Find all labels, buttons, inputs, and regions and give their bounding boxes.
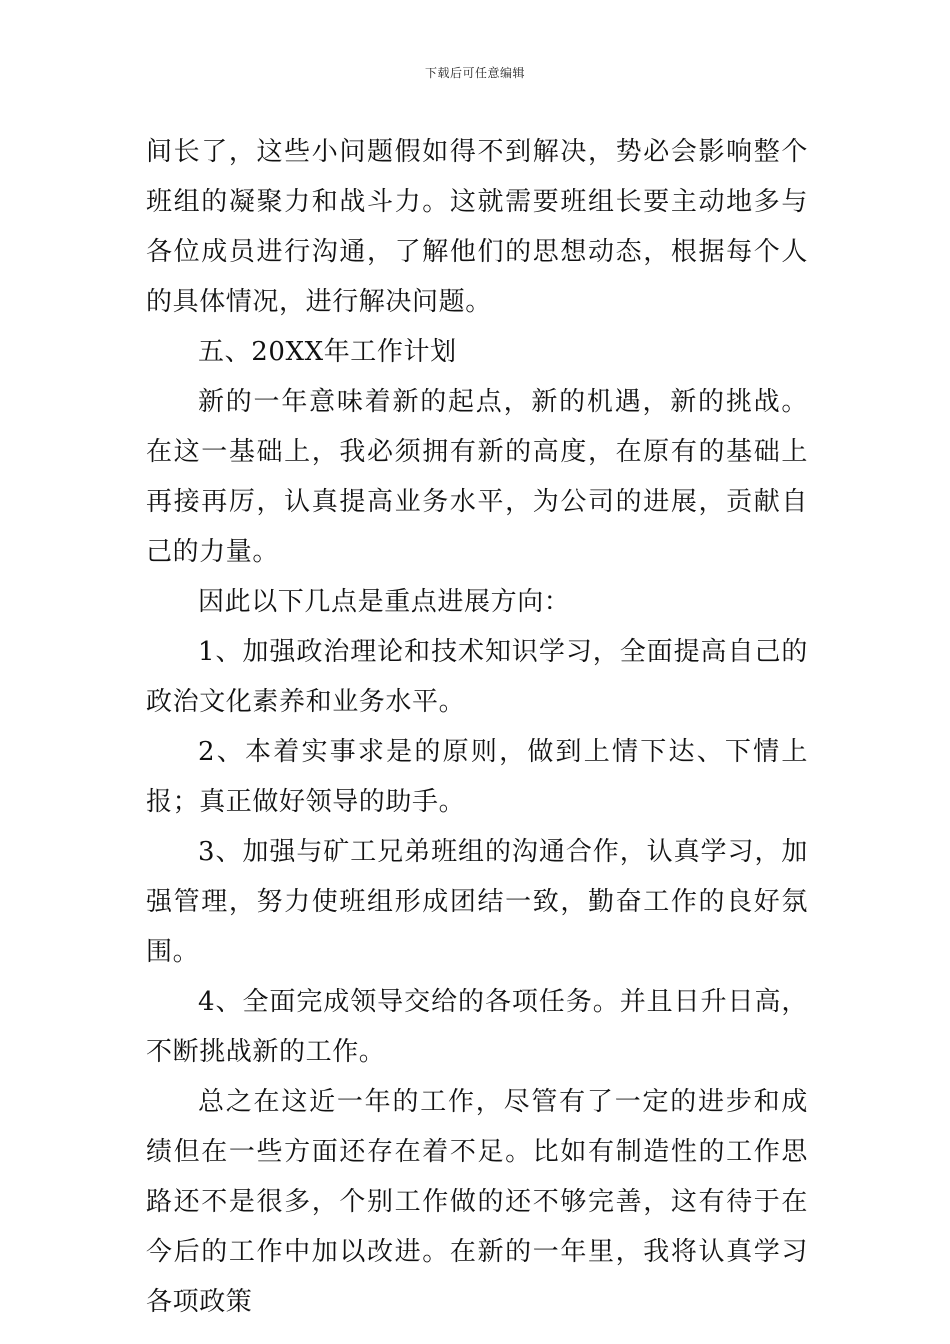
paragraph-focus-intro: 因此以下几点是重点进展方向： — [198, 587, 571, 617]
paragraph-new-year: 新的一年意味着新的起点，新的机遇，新的挑战。在这一基础上，我必须拥有新的高度，在原有的基础上再接再厉，认真提高业务水平，为公司的进展，贡献自己的力量。 — [146, 387, 808, 567]
list-item-1: 1、加强政治理论和技术知识学习，全面提高自己的政治文化素养和业务水平。 — [146, 637, 808, 717]
list-item-2: 2、本着实事求是的原则，做到上情下达、下情上报；真正做好领导的助手。 — [146, 737, 808, 817]
list-item-4: 4、全面完成领导交给的各项任务。并且日升日高，不断挑战新的工作。 — [146, 987, 808, 1067]
document-body — [146, 127, 808, 1327]
section-heading: 五、20XX年工作计划 — [198, 337, 457, 367]
list-item-3: 3、加强与矿工兄弟班组的沟通合作，认真学习，加强管理，努力使班组形成团结一致，勤奋工作的良好氛围。 — [146, 837, 808, 967]
paragraph-continuation: 间长了，这些小问题假如得不到解决，势必会影响整个班组的凝聚力和战斗力。这就需要班组长要主动地多与各位成员进行沟通，了解他们的思想动态，根据每个人的具体情况，进行解决问题。 — [146, 137, 808, 317]
paragraph-summary: 总之在这近一年的工作，尽管有了一定的进步和成绩但在一些方面还存在着不足。比如有制造性的工作思路还不是很多，个别工作做的还不够完善，这有待于在今后的工作中加以改进。在新的一年里，我将认真学习各项政策 — [146, 1087, 808, 1317]
page-header-note: 下载后可任意编辑 — [424, 66, 525, 80]
